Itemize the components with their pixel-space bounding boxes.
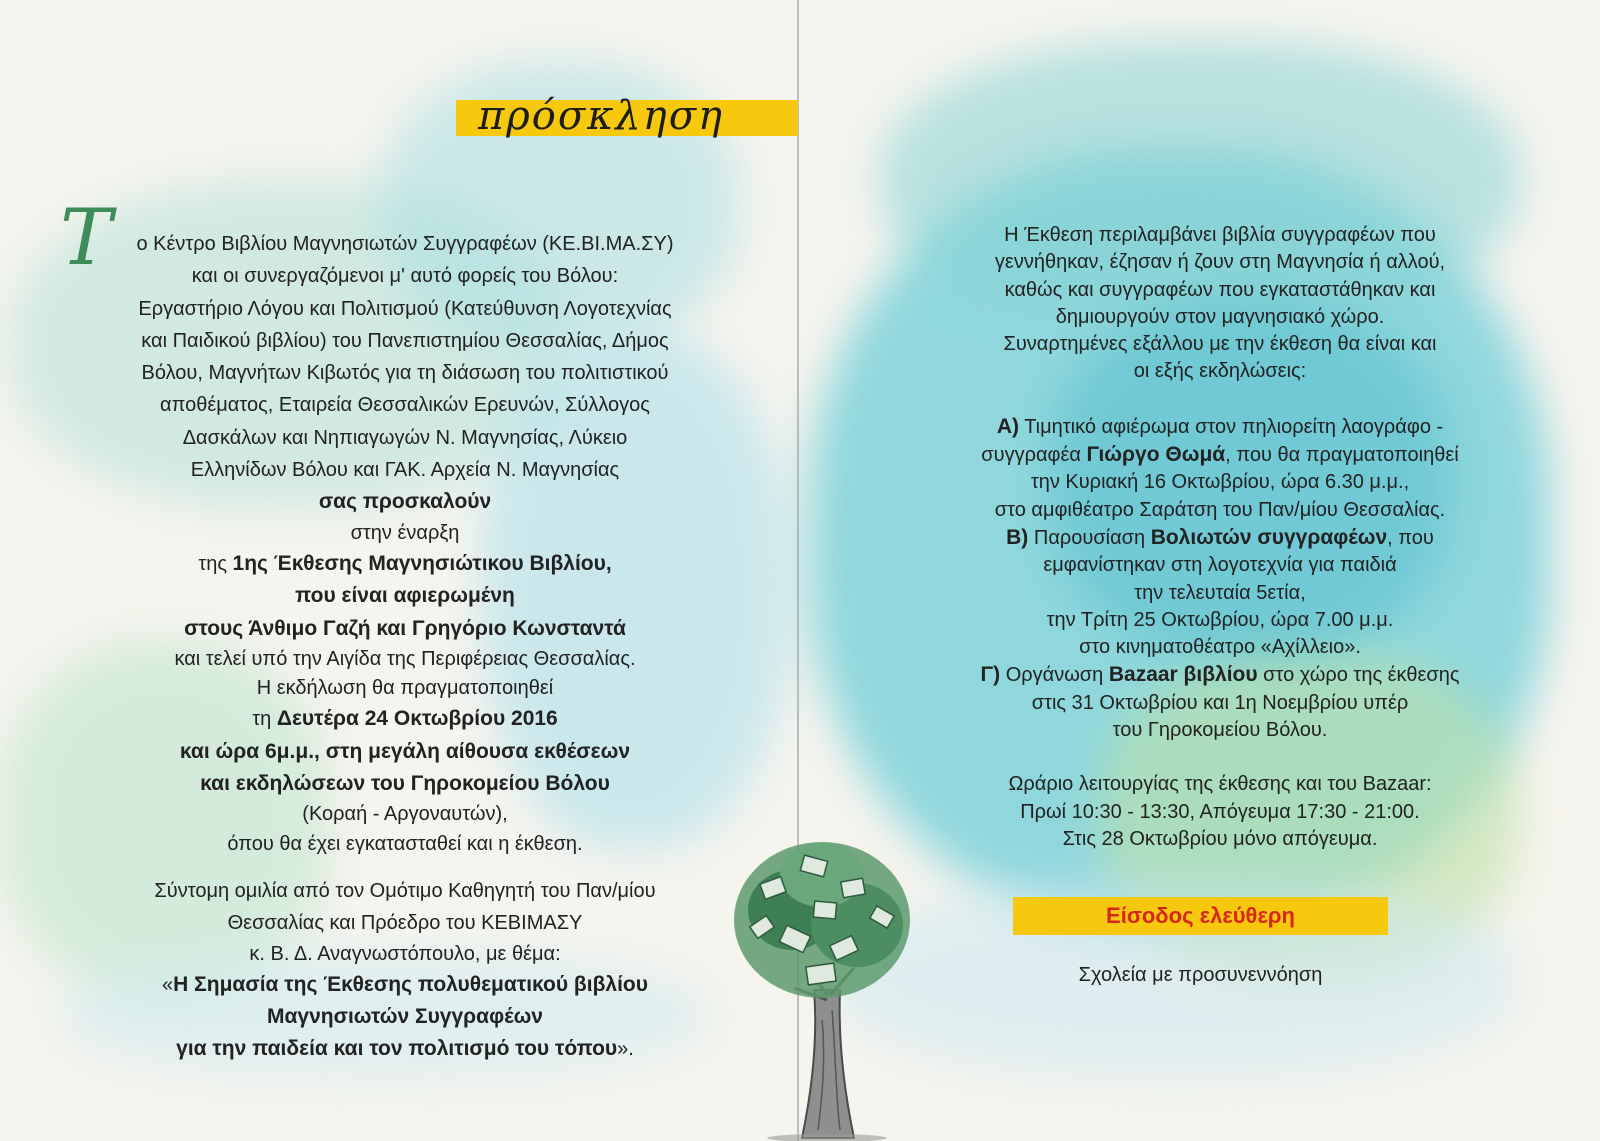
- event-a-text: , που θα πραγματοποιηθεί: [1225, 444, 1459, 467]
- page-title: πρόσκληση: [478, 93, 725, 139]
- event-c-subject: Bazaar βιβλίου: [1108, 663, 1258, 687]
- event-c-line: στις 31 Οκτωβρίου και 1η Νοεμβρίου υπέρ: [1031, 691, 1409, 714]
- intro-line: Η Έκθεση περιλαμβάνει βιβλία συγγραφέων που: [1004, 224, 1436, 246]
- speech-line: Σύντομη ομιλία από τον Ομότιμο Καθηγητή του Παν/μίου: [154, 879, 656, 902]
- event-b-subject: Βολιωτών συγγραφέων: [1150, 525, 1388, 549]
- topic-text: για την παιδεία και τον πολιτισμό του τόπου: [176, 1037, 618, 1061]
- hours-line: Ωράριο λειτουργίας της έκθεσης και του Bazaar:: [1008, 773, 1432, 796]
- topic-line: Μαγνησιωτών Συγγραφέων: [267, 1005, 543, 1029]
- event-c-text: στο χώρο της έκθεσης: [1257, 664, 1460, 687]
- event-a-line: [895, 413, 1545, 441]
- topic-line: [80, 1033, 730, 1065]
- date-line: [80, 703, 730, 735]
- event-c-line: του Γηροκομείου Βόλου.: [1112, 719, 1328, 742]
- dedicated-line: που είναι αφιερωμένη: [295, 584, 515, 608]
- date-prefix: τη: [252, 708, 277, 731]
- event-a-honoree: Γιώργο Θωμά: [1086, 443, 1226, 467]
- auspices-line: και τελεί υπό την Αιγίδα της Περιφέρειας Θεσσαλίας.: [174, 647, 636, 670]
- event-c-label: Γ): [980, 663, 1001, 687]
- event-a-text: συγγραφέα: [981, 444, 1087, 467]
- venue-line: και εκδηλώσεων του Γηροκομείου Βόλου: [200, 772, 610, 796]
- event-intro-line: Η εκδήλωση θα πραγματοποιηθεί: [256, 677, 554, 700]
- intro-line: Συναρτημένες εξάλλου με την έκθεση θα είναι και: [1003, 333, 1437, 356]
- invite-line: σας προσκαλούν: [318, 490, 492, 514]
- installed-line: όπου θα έχει εγκατασταθεί και η έκθεση.: [227, 832, 583, 855]
- event-c-text: Οργάνωση: [1000, 664, 1109, 687]
- event-a-line: την Κυριακή 16 Οκτωβρίου, ώρα 6.30 μ.μ.,: [1030, 471, 1410, 494]
- event-a-label: Α): [996, 414, 1020, 438]
- organizers-line: Βόλου, Μαγνήτων Κιβωτός για τη διάσωση του πολιτιστικού: [141, 362, 669, 385]
- speech-line: κ. Β. Δ. Αναγνωστόπουλο, με θέμα:: [249, 942, 561, 965]
- organizers-line: Ελληνίδων Βόλου και ΓΑΚ. Αρχεία Ν. Μαγνησίας: [190, 459, 620, 482]
- organizers-line: και οι συνεργαζόμενοι μ' αυτό φορείς του Βόλου:: [191, 265, 619, 288]
- opening-line: στην έναρξη: [350, 521, 460, 544]
- speech-line: Θεσσαλίας και Πρόεδρο του ΚΕΒΙΜΑΣΥ: [227, 912, 583, 935]
- event-a-line: στο αμφιθέατρο Σαράτση του Παν/μίου Θεσσαλίας.: [994, 498, 1446, 521]
- event-a-text: Τιμητικό αφιέρωμα στον πηλιορείτη λαογράφο -: [1019, 415, 1444, 438]
- event-b-line: την τελευταία 5ετία,: [1134, 581, 1306, 604]
- event-date: Δευτέρα 24 Οκτωβρίου 2016: [276, 707, 558, 731]
- event-a-line: [895, 441, 1545, 469]
- event-b-label: Β): [1006, 525, 1029, 549]
- topic-text: Η Σημασία της Έκθεσης πολυθεματικού βιβλίου: [173, 972, 648, 996]
- event-c-line: [895, 661, 1545, 689]
- quote-open: «: [162, 973, 174, 996]
- schools-note: Σχολεία με προσυνεννόηση: [1078, 964, 1323, 986]
- time-venue-line: και ώρα 6μ.μ., στη μεγάλη αίθουσα εκθέσεων: [179, 739, 631, 763]
- organizers-line: αποθέματος, Εταιρεία Θεσσαλικών Ερευνών, Σύλλογος: [160, 394, 650, 417]
- quote-close: ».: [617, 1038, 634, 1061]
- address-line: (Κοραή - Αργοναυτών),: [302, 803, 508, 826]
- book-tree-illustration: [722, 820, 932, 1141]
- topic-line: [80, 969, 730, 1001]
- free-entry-label: Είσοδος ελεύθερη: [1106, 903, 1295, 928]
- hours-line: Πρωί 10:30 - 13:30, Απόγευμα 17:30 - 21:00.: [1020, 800, 1420, 823]
- honorees-line: στους Άνθιμο Γαζή και Γρηγόριο Κωνσταντά: [184, 616, 626, 640]
- right-column: [895, 222, 1545, 853]
- intro-line: γεννήθηκαν, έζησαν ή ζουν στη Μαγνησία ή αλλού,: [994, 251, 1446, 274]
- event-b-line: [895, 524, 1545, 552]
- organizers-line: ο Κέντρο Βιβλίου Μαγνησιωτών Συγγραφέων (ΚΕ.ΒΙ.ΜΑ.ΣΥ): [136, 233, 674, 255]
- exhibition-prefix: της: [198, 552, 233, 575]
- drop-cap: Τ: [60, 193, 113, 283]
- intro-line: δημιουργούν στον μαγνησιακό χώρο.: [1055, 305, 1385, 328]
- event-b-text: Παρουσίαση: [1028, 526, 1151, 549]
- exhibition-line: [80, 548, 730, 580]
- event-b-line: την Τρίτη 25 Οκτωβρίου, ώρα 7.00 μ.μ.: [1046, 608, 1394, 631]
- intro-line: καθώς και συγγραφέων που εγκαταστάθηκαν και: [1004, 278, 1436, 301]
- organizers-line: Δασκάλων και Νηπιαγωγών Ν. Μαγνησίας, Λύκειο: [182, 426, 628, 449]
- hours-line: Στις 28 Οκτωβρίου μόνο απόγευμα.: [1062, 827, 1378, 850]
- organizers-line: Εργαστήριο Λόγου και Πολιτισμού (Κατεύθυνση Λογοτεχνίας: [138, 297, 672, 320]
- exhibition-name: 1ης Έκθεσης Μαγνησιώτικου Βιβλίου,: [232, 551, 612, 575]
- intro-line: οι εξής εκδηλώσεις:: [1133, 360, 1307, 383]
- organizers-line: και Παιδικού βιβλίου) του Πανεπιστημίου Θεσσαλίας, Δήμος: [141, 329, 669, 352]
- event-b-line: στο κινηματοθέατρο «Αχίλλειο».: [1079, 636, 1361, 659]
- left-column: [80, 228, 730, 1066]
- event-b-line: εμφανίστηκαν στη λογοτεχνία για παιδιά: [1043, 554, 1397, 577]
- event-b-text: , που: [1387, 526, 1434, 549]
